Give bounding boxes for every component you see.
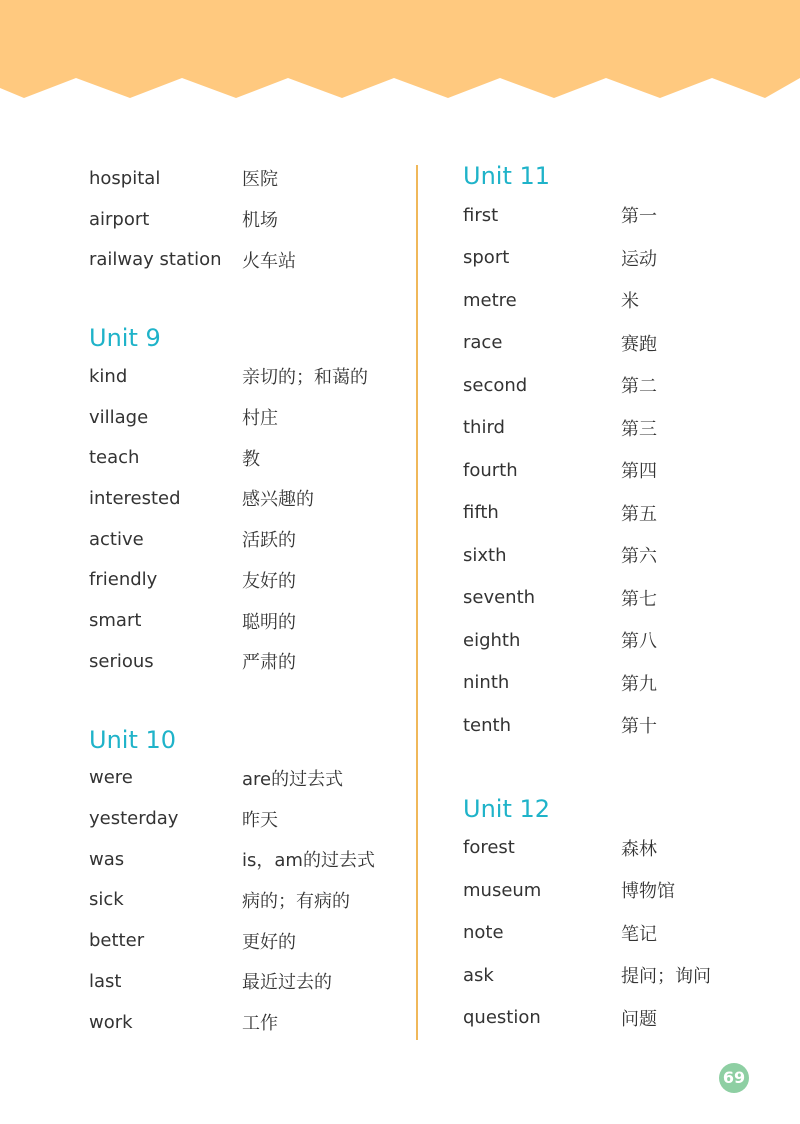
unit-9-title: Unit 9 [89, 324, 161, 353]
column-divider [416, 165, 418, 1040]
word-chinese: 运动 [621, 248, 657, 270]
left-column [89, 158, 409, 1042]
word-chinese: 病的；有病的 [242, 890, 350, 912]
word-row [89, 758, 409, 799]
unit-11-word-list [463, 194, 783, 747]
unit-11-title: Unit 11 [463, 162, 551, 190]
word-chinese: 问题 [621, 1008, 657, 1030]
word-row [89, 560, 409, 601]
word-english: fifth [463, 502, 499, 524]
word-chinese: 最近过去的 [242, 972, 332, 994]
word-row [89, 437, 409, 478]
word-row [89, 920, 409, 961]
word-chinese: 教 [242, 448, 260, 470]
word-chinese: 活跃的 [242, 530, 296, 552]
word-row [89, 839, 409, 880]
word-chinese: 第五 [621, 503, 657, 525]
word-chinese: 第三 [621, 418, 657, 440]
word-row [463, 662, 783, 705]
word-row [463, 869, 783, 912]
word-english: last [89, 970, 122, 992]
word-english: museum [463, 879, 542, 901]
word-english: seventh [463, 587, 536, 609]
unit-9-word-list [89, 356, 409, 682]
word-chinese: 第四 [621, 461, 657, 483]
word-english: sport [463, 247, 510, 269]
word-english: forest [463, 837, 515, 859]
word-chinese: 第九 [621, 673, 657, 695]
word-row [463, 194, 783, 237]
word-english: active [89, 528, 144, 550]
word-row [89, 880, 409, 921]
word-english: work [89, 1011, 133, 1033]
word-chinese: is，am的过去式 [242, 850, 375, 872]
word-english: friendly [89, 569, 158, 591]
word-row [463, 237, 783, 280]
word-chinese: 第一 [621, 206, 657, 228]
unit-10-title: Unit 10 [89, 725, 177, 754]
word-row [89, 641, 409, 682]
word-english: yesterday [89, 808, 179, 830]
word-chinese: 第八 [621, 631, 657, 653]
word-chinese: 工作 [242, 1013, 278, 1035]
unit-12-title: Unit 12 [463, 794, 551, 823]
word-english: eighth [463, 629, 521, 651]
word-chinese: 感兴趣的 [242, 489, 314, 511]
zigzag-banner [0, 0, 800, 110]
word-english: airport [89, 208, 150, 230]
word-english: question [463, 1007, 541, 1029]
word-chinese: 第二 [621, 376, 657, 398]
word-english: second [463, 374, 528, 396]
word-row [89, 199, 409, 240]
word-row [89, 239, 409, 280]
word-english: teach [89, 447, 140, 469]
word-chinese: 第十 [621, 716, 657, 738]
word-row [463, 619, 783, 662]
word-english: sixth [463, 544, 507, 566]
word-row [89, 798, 409, 839]
word-chinese: 第七 [621, 588, 657, 610]
word-english: sick [89, 889, 124, 911]
word-chinese: 赛跑 [621, 333, 657, 355]
word-english: village [89, 406, 149, 428]
word-row [463, 704, 783, 747]
word-english: first [463, 204, 499, 226]
word-chinese: 友好的 [242, 570, 296, 592]
word-row [463, 577, 783, 620]
right-column [463, 158, 783, 1039]
word-chinese: 村庄 [242, 408, 278, 430]
word-english: railway station [89, 249, 222, 271]
word-chinese: 医院 [242, 169, 278, 191]
word-row [89, 356, 409, 397]
word-row [463, 279, 783, 322]
word-english: smart [89, 610, 142, 632]
word-chinese: 笔记 [621, 923, 657, 945]
word-row [463, 364, 783, 407]
word-chinese: 昨天 [242, 809, 278, 831]
word-row [463, 954, 783, 997]
word-row [463, 407, 783, 450]
word-english: tenth [463, 714, 512, 736]
word-chinese: 机场 [242, 210, 278, 232]
word-row [463, 492, 783, 535]
word-chinese: 米 [621, 291, 639, 313]
unit-10-word-list [89, 758, 409, 1043]
word-row [89, 519, 409, 560]
word-english: ask [463, 964, 494, 986]
word-row [89, 397, 409, 438]
word-row [463, 449, 783, 492]
word-row [463, 827, 783, 870]
word-chinese: 更好的 [242, 931, 296, 953]
word-english: serious [89, 650, 154, 672]
word-english: hospital [89, 167, 161, 189]
word-english: fourth [463, 459, 518, 481]
word-row [463, 322, 783, 365]
word-chinese: 严肃的 [242, 652, 296, 674]
word-english: third [463, 417, 505, 439]
word-row [89, 600, 409, 641]
word-english: kind [89, 365, 128, 387]
word-english: interested [89, 487, 181, 509]
word-row [89, 158, 409, 199]
word-english: ninth [463, 672, 510, 694]
word-english: was [89, 848, 125, 870]
word-row [463, 534, 783, 577]
word-english: better [89, 930, 145, 952]
page-number-badge: 69 [719, 1063, 749, 1093]
word-row [89, 961, 409, 1002]
word-chinese: 森林 [621, 838, 657, 860]
word-row [463, 912, 783, 955]
word-chinese: 火车站 [242, 250, 296, 272]
word-chinese: 第六 [621, 546, 657, 568]
word-english: note [463, 922, 504, 944]
word-row [89, 1002, 409, 1043]
word-chinese: are的过去式 [242, 768, 344, 790]
word-chinese: 亲切的；和蔼的 [242, 367, 368, 389]
word-english: metre [463, 289, 517, 311]
word-list-continued [89, 158, 409, 280]
unit-12-word-list [463, 827, 783, 1040]
word-english: were [89, 767, 133, 789]
word-row [89, 478, 409, 519]
word-row [463, 997, 783, 1040]
word-chinese: 博物馆 [621, 881, 675, 903]
word-english: race [463, 332, 503, 354]
word-chinese: 聪明的 [242, 611, 296, 633]
word-chinese: 提问；询问 [621, 966, 711, 988]
